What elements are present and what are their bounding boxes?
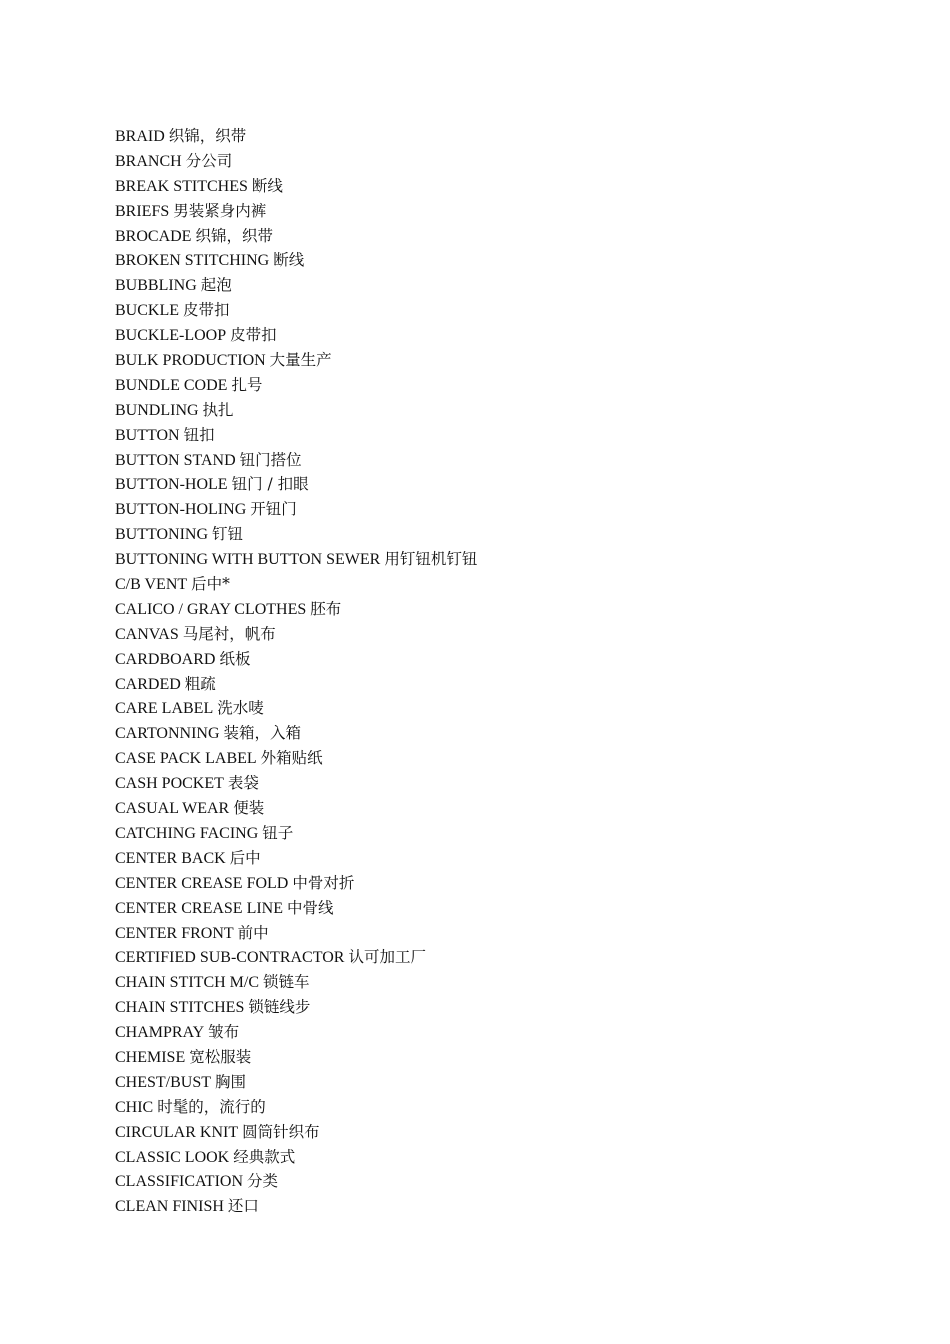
entry-term: CENTER BACK [115,849,226,867]
entry-term: BUNDLE CODE [115,376,228,394]
glossary-entry [115,821,477,846]
glossary-entry [115,647,477,672]
glossary-entry [115,696,477,721]
glossary-entry [115,945,477,970]
entry-translation: 外箱贴纸 [260,749,323,768]
glossary-entry [115,149,477,174]
entry-term: BUTTONING WITH BUTTON SEWER [115,551,381,569]
glossary-entry [115,721,477,746]
entry-translation: 钮门搭位 [239,450,302,469]
glossary-entry [115,497,477,522]
entry-translation: 开钮门 [250,500,297,519]
entry-term: BUTTON-HOLE [115,476,228,494]
glossary-entry [115,348,477,373]
glossary-entry [115,597,477,622]
glossary-entry [115,1169,477,1194]
glossary-entry [115,273,477,298]
entry-translation: 胚布 [310,599,342,618]
glossary-entry [115,746,477,771]
glossary-entry [115,522,477,547]
entry-translation: 装箱，入箱 [223,724,302,743]
glossary-entry [115,398,477,423]
entry-translation: 扎号 [231,375,263,394]
entry-term: CASUAL WEAR [115,800,230,818]
glossary-entry [115,199,477,224]
entry-translation: 洗水唛 [217,699,264,718]
glossary-entry [115,1120,477,1145]
glossary-entry [115,1095,477,1120]
entry-translation: 粗疏 [184,674,216,693]
entry-translation: 皱布 [208,1023,240,1042]
entry-translation: 后中* [191,575,230,594]
entry-translation: 钮门 / 扣眼 [231,475,309,494]
entry-translation: 便装 [233,799,265,818]
entry-translation: 皮带扣 [230,326,277,345]
glossary-entry [115,298,477,323]
entry-translation: 断线 [251,176,283,195]
entry-term: CARDED [115,675,181,693]
entry-term: BUCKLE [115,302,179,320]
entry-translation: 宽松服装 [189,1047,252,1066]
entry-term: CASE PACK LABEL [115,750,257,768]
entry-term: CARTONNING [115,725,220,743]
entry-term: BROCADE [115,227,192,245]
entry-term: CENTER FRONT [115,924,234,942]
entry-term: BREAK STITCHES [115,177,248,195]
glossary-entry [115,547,477,572]
entry-translation: 圆筒针织布 [242,1122,320,1141]
entry-term: CASH POCKET [115,775,224,793]
entry-term: BRANCH [115,152,182,170]
entry-term: BROKEN STITCHING [115,252,270,270]
entry-translation: 男装紧身内裤 [173,201,267,220]
glossary-entry [115,970,477,995]
glossary-entry [115,124,477,149]
glossary-entry [115,622,477,647]
entry-term: CERTIFIED SUB-CONTRACTOR [115,949,345,967]
entry-term: CANVAS [115,625,179,643]
entry-translation: 钮子 [262,823,294,842]
entry-term: CARE LABEL [115,700,214,718]
glossary-entry [115,174,477,199]
entry-translation: 中骨对折 [292,873,355,892]
entry-term: CHAIN STITCHES [115,999,245,1017]
entry-term: C/B VENT [115,576,188,594]
entry-term: CHEST/BUST [115,1073,212,1091]
glossary-entry [115,1045,477,1070]
entry-term: CHEMISE [115,1048,186,1066]
entry-translation: 锁链车 [263,973,310,992]
glossary-entry [115,771,477,796]
entry-term: BUTTON [115,426,180,444]
entry-term: BUNDLING [115,401,199,419]
entry-translation: 前中 [237,923,269,942]
entry-translation: 胸围 [215,1072,247,1091]
entry-term: CATCHING FACING [115,824,259,842]
entry-translation: 后中 [229,848,261,867]
entry-term: CARDBOARD [115,650,216,668]
glossary-entry [115,896,477,921]
entry-term: BUTTON STAND [115,451,236,469]
glossary-entry [115,572,477,597]
entry-translation: 钮扣 [183,425,215,444]
entry-term: BUBBLING [115,277,197,295]
glossary-list [115,124,477,1219]
entry-translation: 时髦的，流行的 [157,1097,266,1116]
glossary-entry [115,248,477,273]
entry-term: CENTER CREASE LINE [115,899,283,917]
glossary-entry [115,373,477,398]
entry-translation: 织锦，织带 [168,127,247,145]
glossary-entry [115,423,477,448]
entry-term: BRAID [115,128,165,145]
entry-term: BULK PRODUCTION [115,352,266,370]
entry-translation: 认可加工厂 [348,948,426,967]
entry-term: CLASSIFICATION [115,1173,244,1191]
glossary-entry [115,846,477,871]
entry-translation: 马尾衬，帆布 [182,624,276,643]
glossary-entry [115,1194,477,1219]
glossary-entry [115,472,477,497]
entry-term: BRIEFS [115,202,170,220]
entry-term: CHAMPRAY [115,1024,205,1042]
glossary-entry [115,1070,477,1095]
entry-translation: 中骨线 [287,898,334,917]
entry-translation: 锁链线步 [248,998,311,1017]
entry-translation: 纸板 [219,649,251,668]
entry-term: BUCKLE-LOOP [115,327,227,345]
entry-translation: 分类 [247,1172,279,1191]
entry-translation: 经典款式 [233,1147,296,1166]
glossary-entry [115,224,477,249]
entry-term: CIRCULAR KNIT [115,1123,239,1141]
entry-translation: 断线 [273,251,305,270]
glossary-entry [115,796,477,821]
entry-term: CALICO / GRAY CLOTHES [115,600,307,618]
entry-term: BUTTONING [115,526,209,544]
entry-translation: 织锦，织带 [195,226,273,245]
glossary-entry [115,995,477,1020]
entry-translation: 皮带扣 [183,301,230,320]
glossary-entry [115,672,477,697]
entry-translation: 分公司 [185,151,233,170]
entry-translation: 起泡 [200,276,232,295]
glossary-entry [115,448,477,473]
glossary-entry [115,1020,477,1045]
glossary-entry [115,323,477,348]
entry-translation: 大量生产 [269,351,332,370]
entry-term: CHAIN STITCH M/C [115,974,260,992]
entry-translation: 执扎 [202,400,234,419]
entry-term: BUTTON-HOLING [115,501,247,519]
entry-translation: 钉钮 [212,525,244,544]
entry-translation: 用钉钮机钉钮 [384,550,478,569]
entry-term: CLASSIC LOOK [115,1148,230,1166]
entry-term: CLEAN FINISH [115,1198,224,1216]
glossary-entry [115,1145,477,1170]
glossary-entry [115,921,477,946]
entry-term: CHIC [115,1098,154,1116]
entry-translation: 表袋 [227,774,259,793]
entry-term: CENTER CREASE FOLD [115,874,289,892]
entry-translation: 还口 [227,1197,259,1216]
glossary-entry [115,871,477,896]
